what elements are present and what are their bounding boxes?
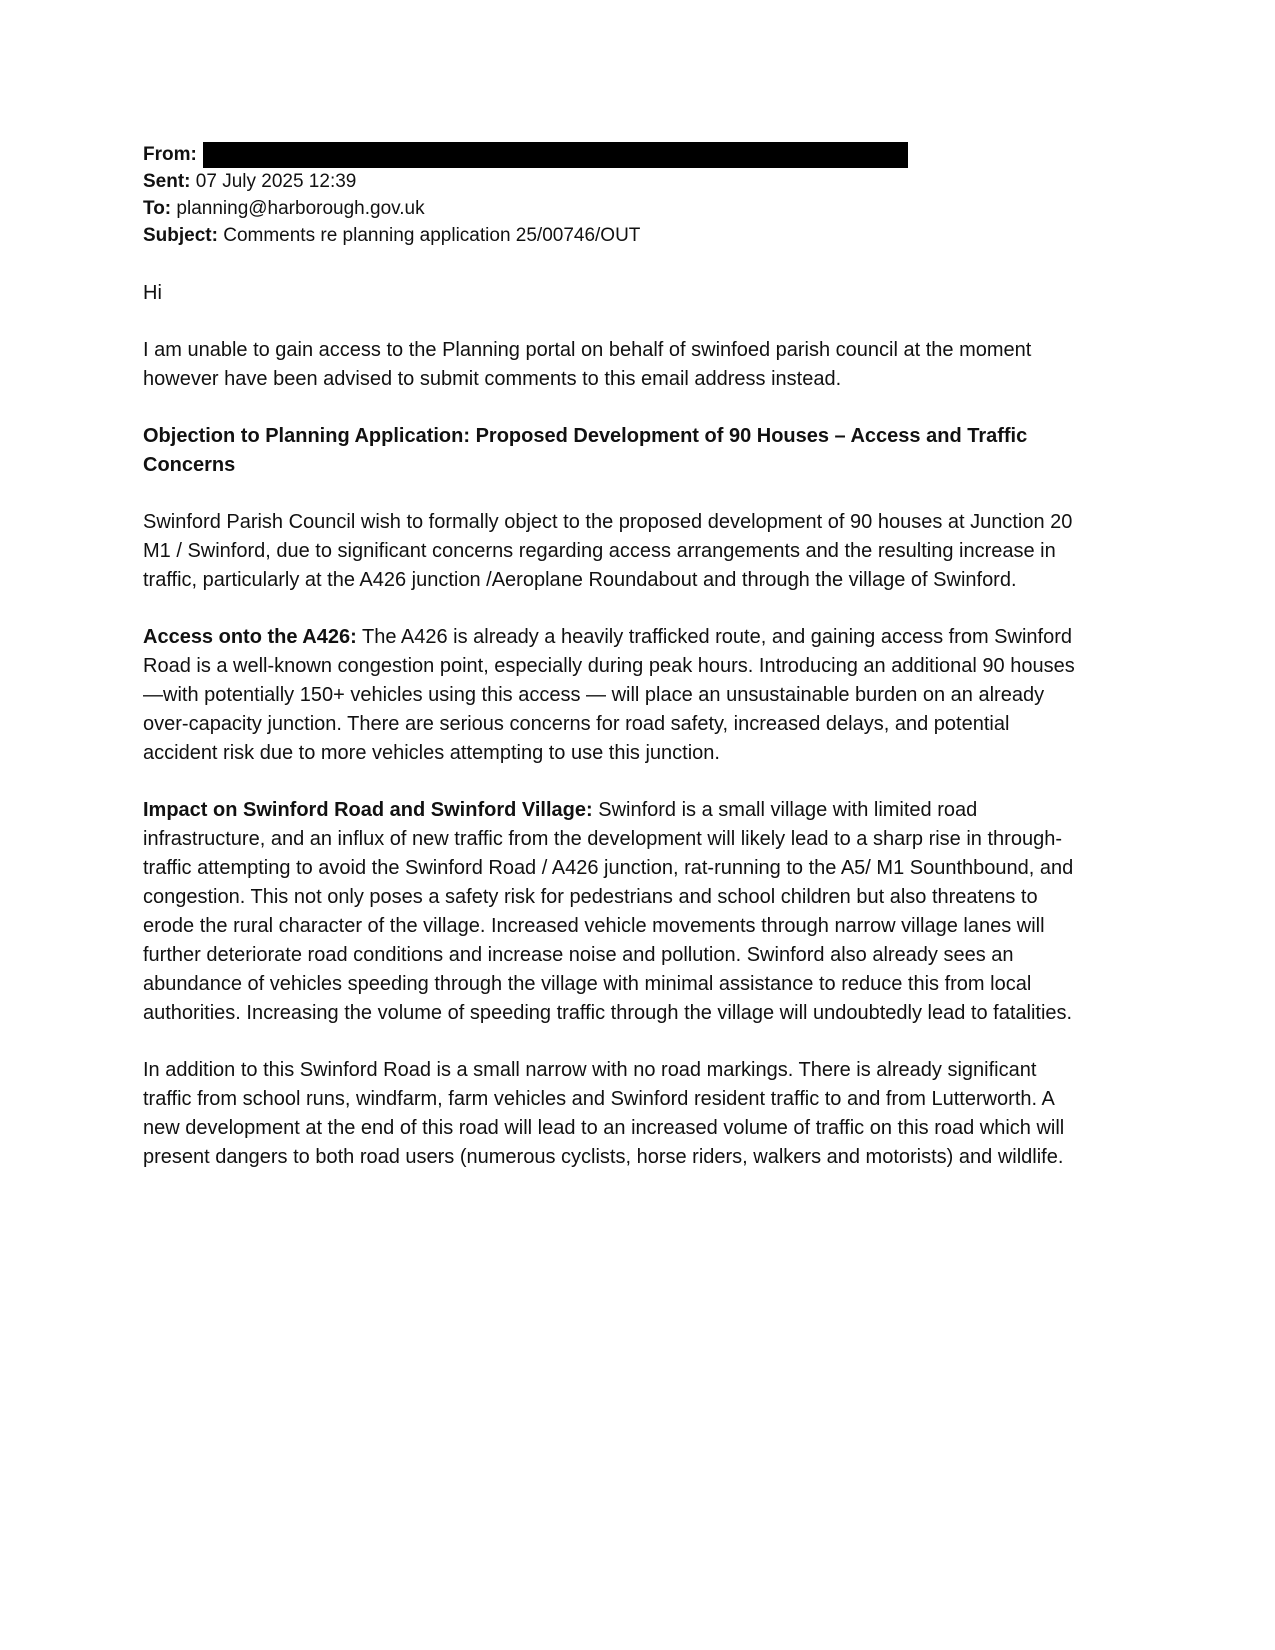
email-to-line bbox=[143, 195, 1130, 222]
email-body bbox=[143, 279, 1079, 1172]
email-sent-line bbox=[143, 168, 1130, 195]
subject-value: Comments re planning application 25/00746/OUT bbox=[217, 225, 641, 246]
sent-label: Sent: bbox=[143, 171, 191, 192]
access-text: The A426 is already a heavily trafficked route, and gaining access from Swinford Road is a well-known congestion point, especially during peak hours. Introducing an additional 90 houses—with potentially 150+ vehicles using this access — will place an unsustainable burden on an already over-capacity junction. There are serious concerns for road safety, increased delays, and potential accident risk due to more vehicles attempting to use this junction. bbox=[143, 626, 1078, 764]
sent-value: 07 July 2025 12:39 bbox=[190, 171, 357, 192]
impact-label: Impact on Swinford Road and Swinford Village: bbox=[143, 799, 593, 821]
redaction-bar bbox=[203, 142, 908, 168]
email-from-line bbox=[143, 141, 1130, 168]
access-paragraph bbox=[143, 623, 1076, 768]
objection-paragraph: Swinford Parish Council wish to formally object to the proposed development of 90 houses at Junction 20 M1 / Swinford, due to significant concerns regarding access arrangements and the resulting increase in traffic, particularly at the A426 junction /Aeroplane Roundabout and through the village of Swinford. bbox=[143, 511, 1078, 591]
from-label: From: bbox=[143, 144, 197, 165]
email-subject-line bbox=[143, 222, 1130, 249]
subject-label: Subject: bbox=[143, 225, 218, 246]
impact-text: Swinford is a small village with limited road infrastructure, and an influx of new traffic from the development will likely lead to a sharp rise in through-traffic attempting to avoid the Swinford Road / A426 junction, rat-running to the A5/ M1 Sounthbound, and congestion. This not only poses a safety risk for pedestrians and school children but also threatens to erode the rural character of the village. Increased vehicle movements through narrow village lanes will further deteriorate road conditions and increase noise and pollution. Swinford also already sees an abundance of vehicles speeding through the village with minimal assistance to reduce this from local authorities. Increasing the volume of speeding traffic through the village will undoubtedly lead to fatalities. bbox=[143, 799, 1079, 1024]
objection-heading: Objection to Planning Application: Proposed Development of 90 Houses – Access and Traffic Concerns bbox=[143, 425, 1033, 476]
impact-paragraph bbox=[143, 796, 1079, 1028]
greeting: Hi bbox=[143, 282, 162, 304]
email-header bbox=[143, 141, 1130, 249]
intro-paragraph: I am unable to gain access to the Planning portal on behalf of swinfoed parish council at the moment however have been advised to submit comments to this email address instead. bbox=[143, 339, 1037, 390]
to-label: To: bbox=[143, 198, 172, 219]
access-label: Access onto the A426: bbox=[143, 626, 357, 648]
to-value: planning@harborough.gov.uk bbox=[171, 198, 425, 219]
addition-paragraph: In addition to this Swinford Road is a small narrow with no road markings. There is already significant traffic from school runs, windfarm, farm vehicles and Swinford resident traffic to and from Lutterworth. A new development at the end of this road will lead to an increased volume of traffic on this road which will present dangers to both road users (numerous cyclists, horse riders, walkers and motorists) and wildlife. bbox=[143, 1059, 1070, 1168]
